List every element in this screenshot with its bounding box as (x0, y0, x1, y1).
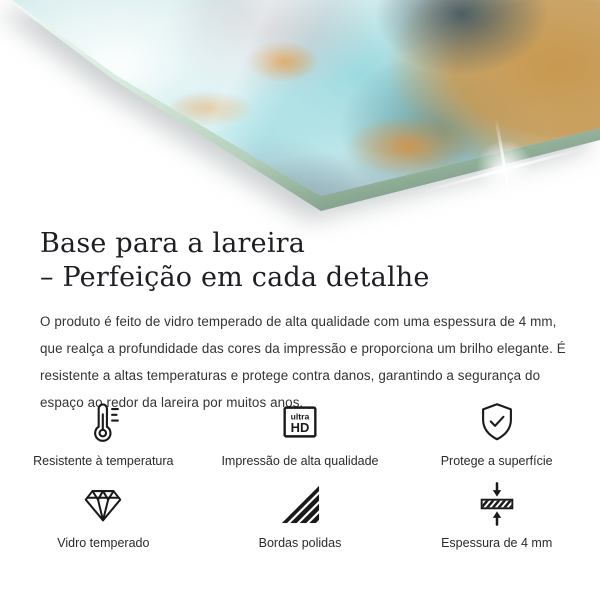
ultra-hd-icon (277, 399, 323, 445)
polished-edges-icon (277, 481, 323, 527)
feature-tempered-glass (5, 481, 202, 550)
feature-surface-protection (398, 399, 595, 468)
feature-label: Protege a superfície (440, 454, 553, 468)
thermometer-icon (80, 399, 126, 445)
page-title (40, 227, 567, 295)
product-photo (0, 0, 600, 236)
diamond-icon (80, 481, 126, 527)
feature-label: Bordas polidas (258, 536, 342, 550)
features-grid (5, 399, 595, 550)
shield-check-icon (474, 399, 520, 445)
feature-label: Impressão de alta qualidade (221, 454, 379, 468)
hd-label: HD (290, 420, 310, 436)
thickness-arrows-icon (474, 481, 520, 527)
title-line-1: Base para a lareira (40, 228, 306, 259)
ultra-label: ultra (290, 411, 310, 422)
feature-thickness (398, 481, 595, 550)
title-line-2: – Perfeição em cada detalhe (40, 262, 430, 293)
feature-temperature-resistant (5, 399, 202, 468)
feature-polished-edges (202, 481, 399, 550)
feature-print-quality (202, 399, 399, 468)
feature-label: Espessura de 4 mm (441, 536, 553, 550)
product-description: O produto é feito de vidro temperado de alta qualidade com uma espessura de 4 mm, que realça a profundidade das cores da impressão e proporciona um brilho elegante. É resistente a altas temperaturas e protege contra danos, garantindo a segurança do espaço ao redor da lareira por muitos anos. (40, 314, 566, 410)
feature-label: Resistente à temperatura (33, 454, 174, 468)
description-section (40, 227, 567, 416)
feature-label: Vidro temperado (57, 536, 150, 550)
